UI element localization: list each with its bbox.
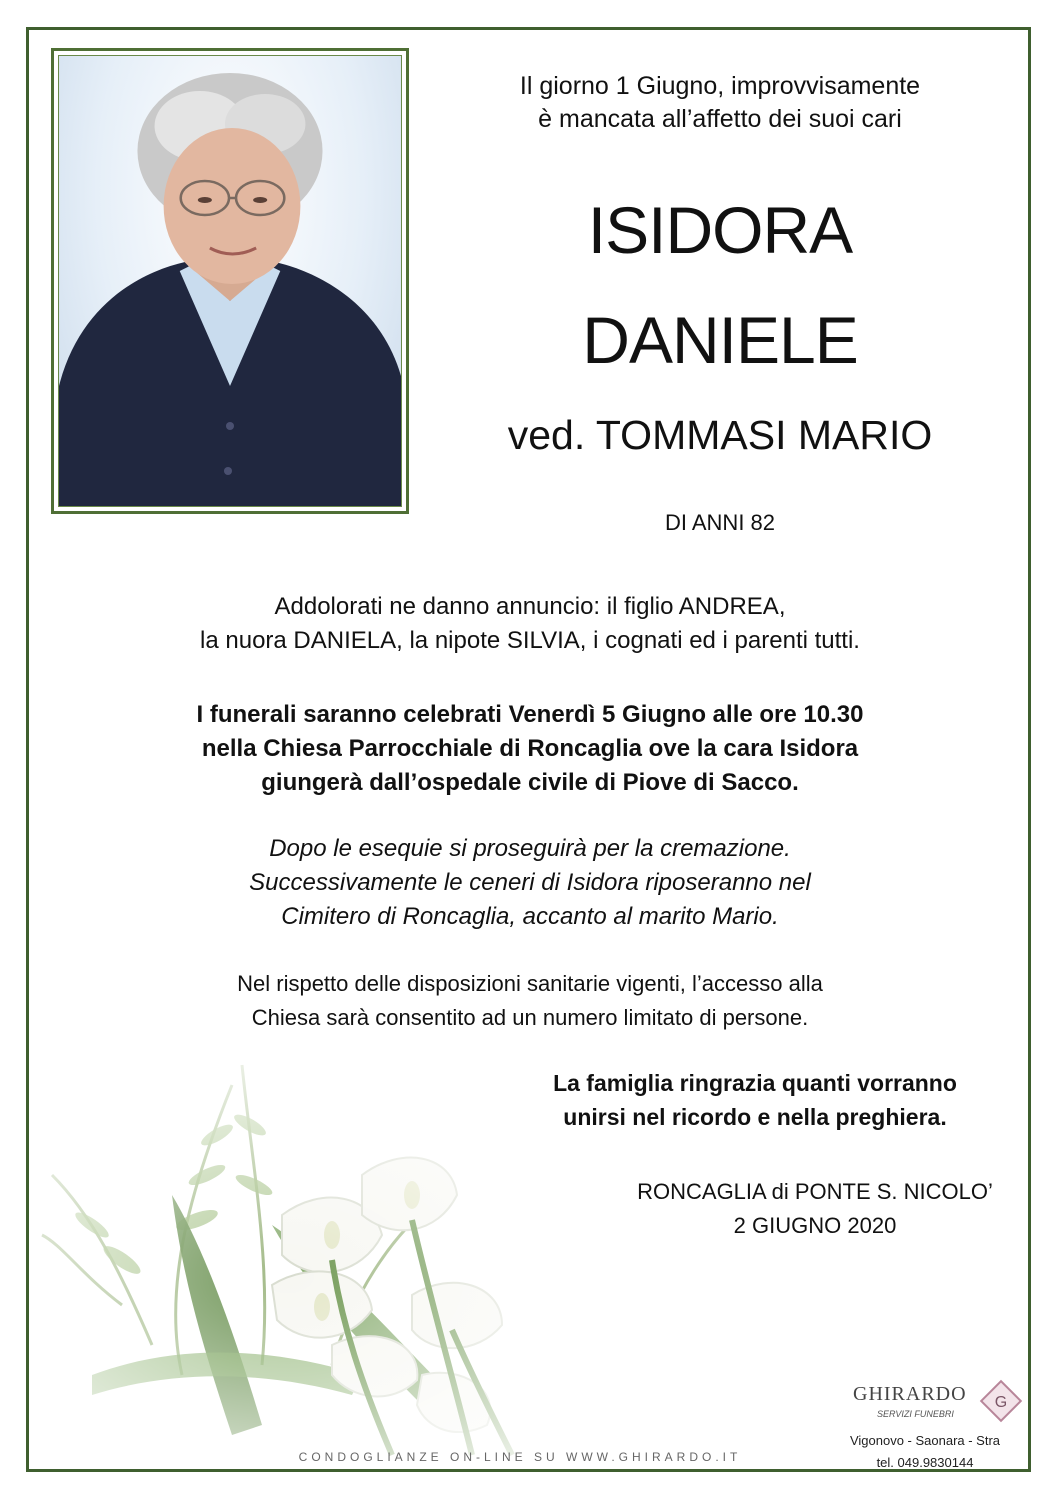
thanks-line: La famiglia ringrazia quanti vorranno [553, 1070, 957, 1096]
portrait-image [59, 56, 401, 506]
logo-subtitle: SERVIZI FUNEBRI [877, 1409, 954, 1419]
date-line: 2 GIUGNO 2020 [733, 1213, 897, 1238]
cremation-line: Cimitero di Roncaglia, accanto al marito Mario. [281, 903, 779, 930]
funeral-home-logo [833, 1373, 1033, 1433]
announcement-line: la nuora DANIELA, la nipote SILVIA, i cognati ed i parenti tutti. [200, 627, 860, 654]
phone-line: tel. 049.9830144 [876, 1455, 974, 1470]
place-and-date [580, 1175, 1050, 1243]
funeral-line: I funerali saranno celebrati Venerdì 5 Giugno alle ore 10.30 [196, 701, 864, 728]
cremation-line: Dopo le esequie si proseguirà per la cremazione. [269, 835, 791, 862]
announcement [60, 590, 1000, 658]
intro-line: Il giorno 1 Giugno, improvvisamente [519, 72, 921, 100]
announcement-line: Addolorati ne danno annuncio: il figlio ANDREA, [274, 593, 786, 620]
notice-line: Chiesa sarà consentito ad un numero limitato di persone. [251, 1005, 809, 1030]
widow-of: ved. TOMMASI MARIO [507, 412, 933, 458]
age: DI ANNI 82 [664, 510, 776, 535]
portrait-photo [58, 55, 402, 507]
logo-name: GHIRARDO [853, 1383, 967, 1405]
place-line: RONCAGLIA di PONTE S. NICOLO’ [637, 1179, 993, 1204]
funeral-line: giungerà dall’ospedale civile di Piove di Sacco. [261, 769, 799, 796]
thanks-line: unirsi nel ricordo e nella preghiera. [563, 1104, 947, 1130]
thanks-text [490, 1066, 1020, 1134]
funeral-line: nella Chiesa Parrocchiale di Roncaglia ove la cara Isidora [201, 735, 859, 762]
notice-line: Nel rispetto delle disposizioni sanitarie vigenti, l’accesso alla [237, 971, 823, 996]
funeral-details [60, 698, 1000, 800]
intro-line: è mancata all’affetto dei suoi cari [538, 105, 902, 133]
deceased-last-name: DANIELE [582, 303, 858, 377]
deceased-first-name: ISIDORA [587, 193, 853, 267]
locations-line: Vigonovo - Saonara - Stra [849, 1433, 1001, 1448]
portrait-frame [51, 48, 409, 514]
cremation-line: Successivamente le ceneri di Isidora riposeranno nel [249, 869, 811, 896]
condolences-footer: CONDOGLIANZE ON-LINE SU WWW.GHIRARDO.IT [298, 1450, 742, 1464]
logo-mark-letter: G [994, 1394, 1008, 1411]
logo-diamond-icon [979, 1379, 1023, 1423]
intro-text [450, 70, 990, 136]
cremation-notice [60, 832, 1000, 934]
health-notice [60, 967, 1000, 1035]
